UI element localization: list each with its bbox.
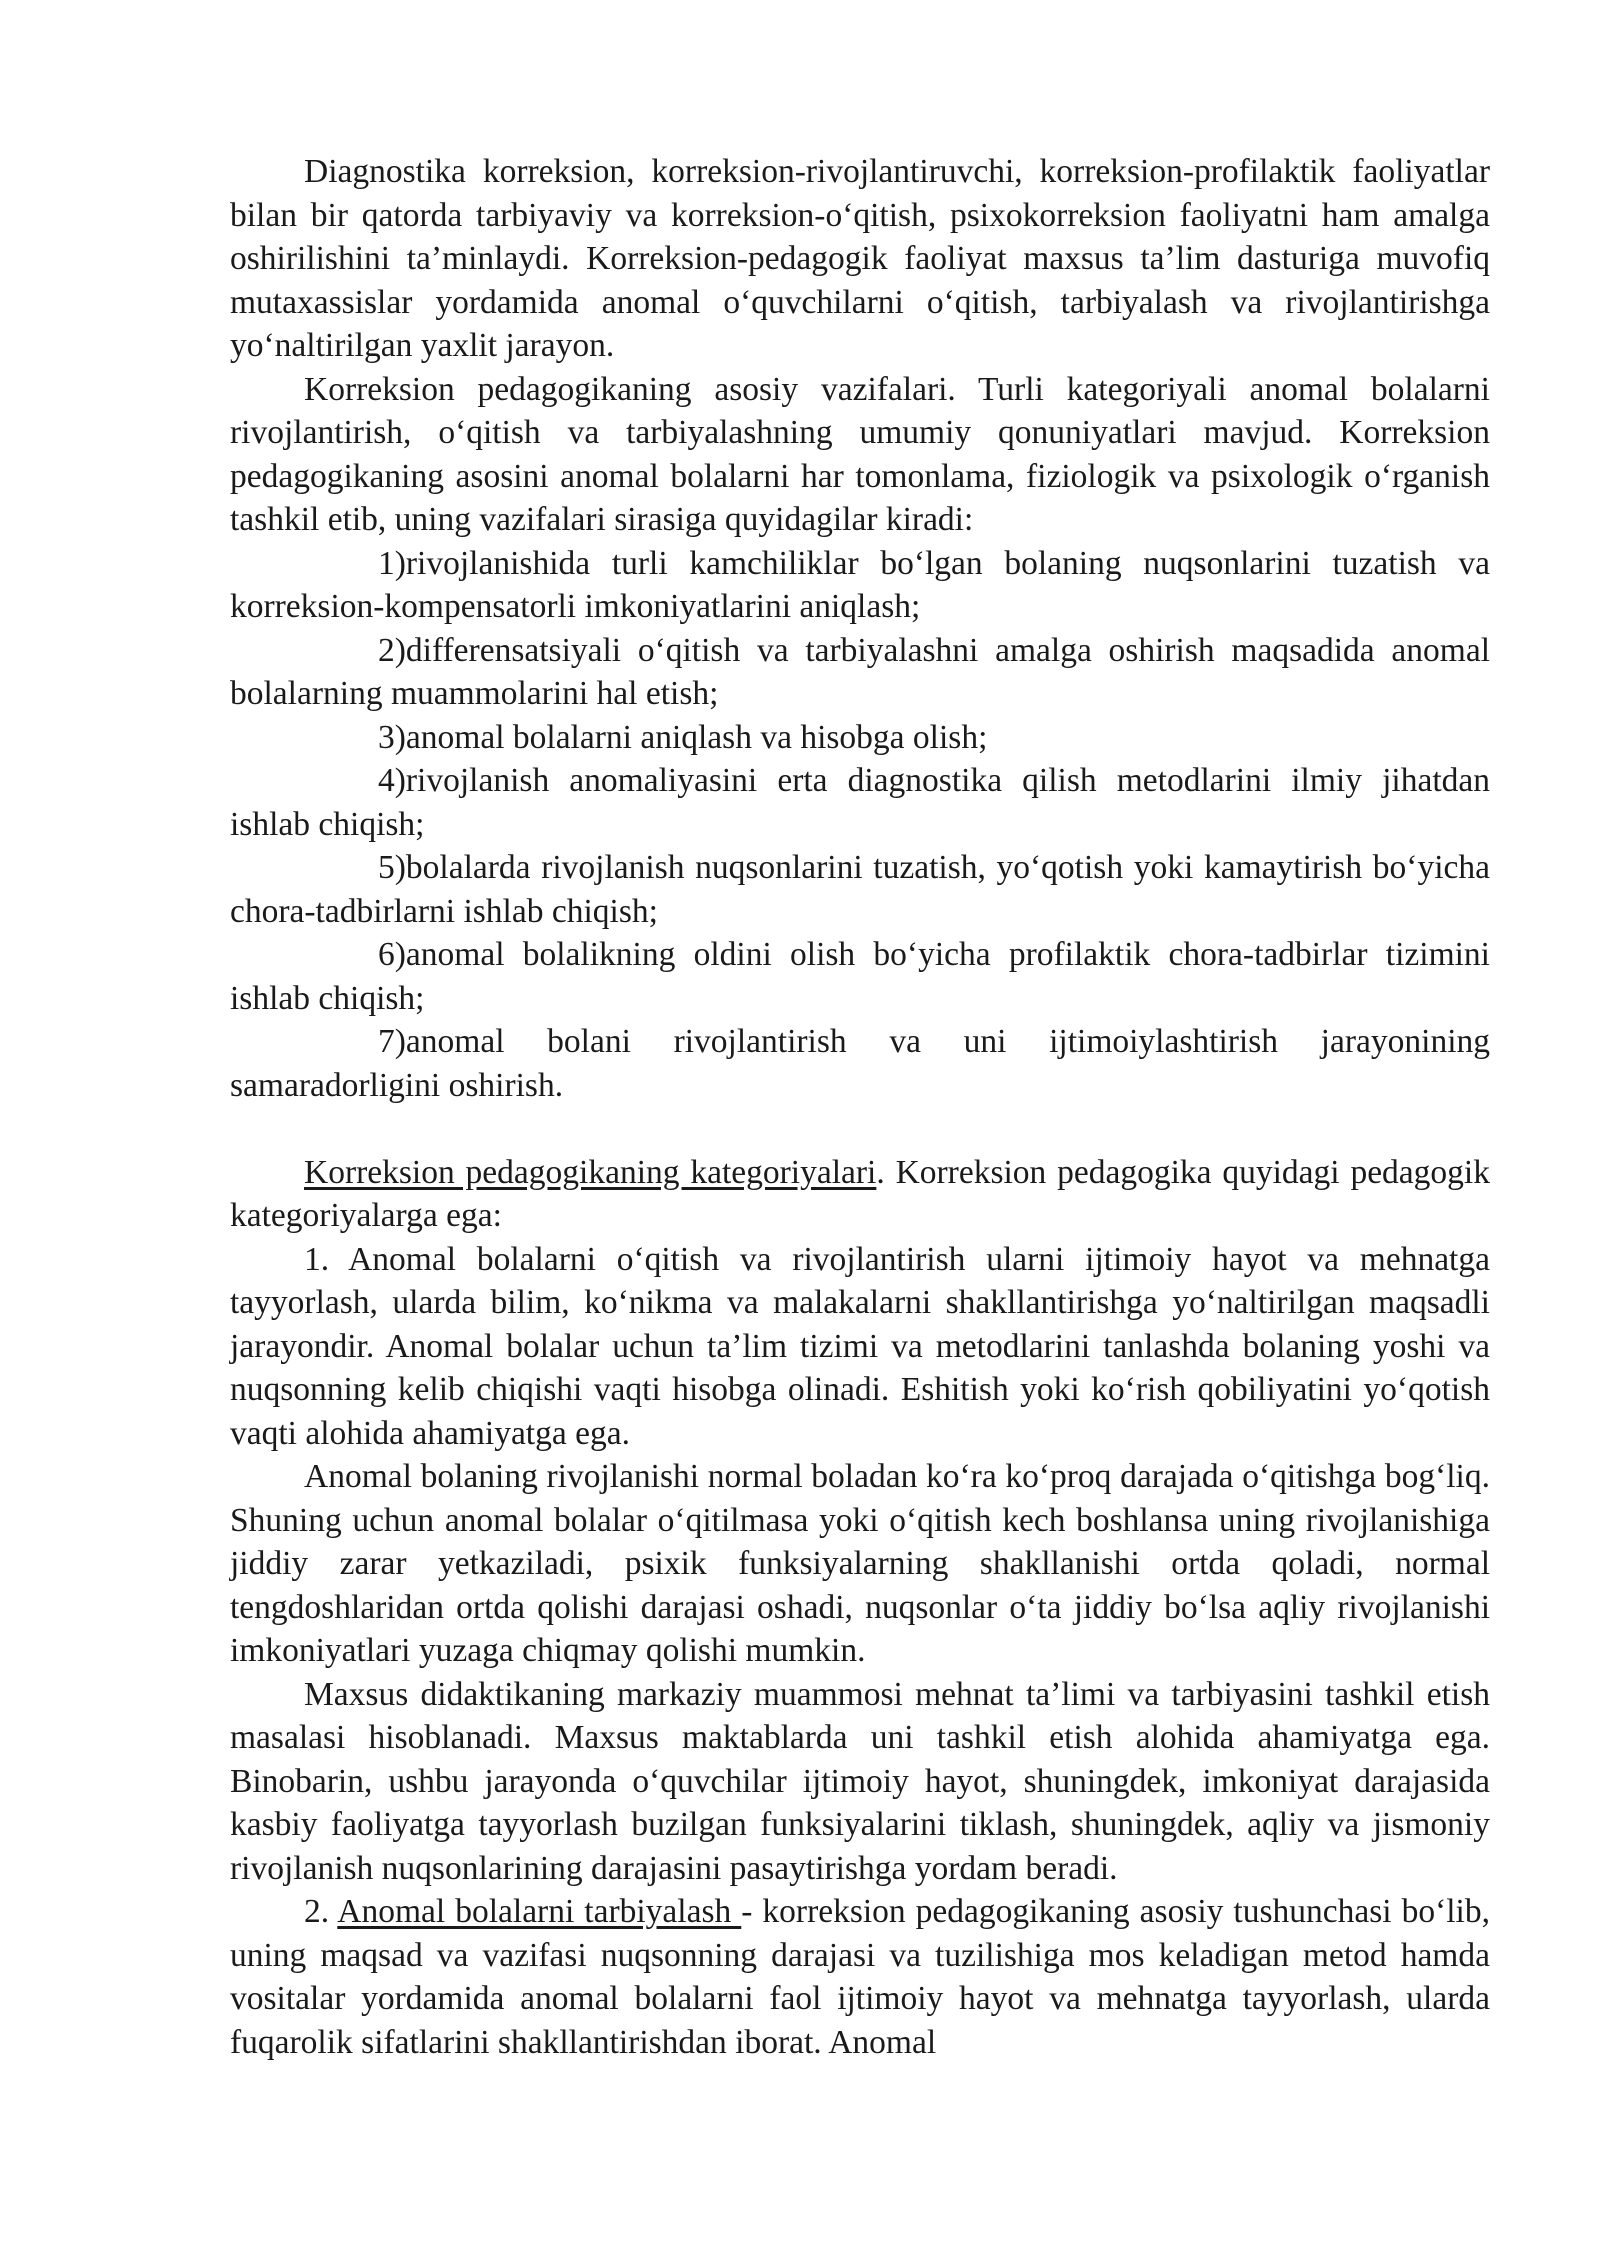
categories-intro-text: . Korreksion pedagogika quyidagi pedagogik kategoriyalarga ega: bbox=[230, 1153, 1490, 1234]
category-paragraph: Anomal bolaning rivojlanishi normal boladan ko‘ra ko‘proq darajada o‘qitishga bog‘liq. Shuning uchun anomal bolalar o‘qitilmasa yoki o‘qitish kech boshlansa uning rivojlanishiga jiddiy zarar yetkaziladi, psixik funksiyalarning shakllanishi ortda qoladi, normal tengdoshlaridan ortda qolishi darajasi oshadi, nuqsonlar o‘ta jiddiy bo‘lsa aqliy rivojlanishi imkoniyatlari yuzaga chiqmay qolishi mumkin. bbox=[230, 1458, 1490, 1669]
intro-paragraph: Diagnostika korreksion, korreksion-rivojlantiruvchi, korreksion-profilaktik faoliyatlar bilan bir qatorda tarbiyaviy va korreksion-o‘qitish, psixokorreksion faoliyatni ham amalga oshirilishini ta’minlaydi. Korreksion-pedagogik faoliyat maxsus ta’lim dasturiga muvofiq mutaxassislar yordamida anomal o‘quvchilarni o‘qitish, tarbiyalash va rivojlantirishga yo‘naltirilgan yaxlit jarayon. bbox=[230, 153, 1490, 364]
list-item-text: anomal bolani rivojlantirish va uni ijtimoiylashtirish jarayonining samaradorligini oshirish. bbox=[230, 1023, 1490, 1104]
tasks-list bbox=[230, 542, 1490, 1108]
list-item bbox=[230, 542, 1490, 629]
list-item-text: rivojlanish anomaliyasini erta diagnostika qilish metodlarini ilmiy jihatdan ishlab chiqish; bbox=[230, 762, 1490, 843]
category-term: Anomal bolalarni tarbiyalash bbox=[337, 1893, 742, 1930]
list-number: 7) bbox=[378, 1023, 406, 1060]
list-number: 3) bbox=[378, 718, 406, 756]
list-item bbox=[230, 933, 1490, 1020]
category-paragraph bbox=[230, 1890, 1490, 2064]
category-number: 2. bbox=[304, 1893, 338, 1930]
list-item-text: rivojlanishida turli kamchiliklar bo‘lgan bolaning nuqsonlarini tuzatish va korreksion-kompensatorli imkoniyatlarini aniqlash; bbox=[230, 544, 1490, 625]
document-page bbox=[230, 150, 1490, 2064]
list-item bbox=[230, 629, 1490, 716]
blank-line bbox=[230, 1107, 1490, 1151]
list-item bbox=[230, 716, 1490, 760]
list-item bbox=[230, 1020, 1490, 1107]
list-item-text: differensatsiyali o‘qitish va tarbiyalashni amalga oshirish maqsadida anomal bolalarning muammolarini hal etish; bbox=[230, 631, 1490, 712]
category-paragraph: 1. Anomal bolalarni o‘qitish va rivojlantirish ularni ijtimoiy hayot va mehnatga tayyorlash, ularda bilim, ko‘nikma va malakalarni shakllantirishga yo‘naltirilgan maqsadli jarayondir. Anomal bolalar uchun ta’lim tizimi va metodlarini tanlashda bolaning yoshi va nuqsonning kelib chiqishi vaqti hisobga olinadi. Eshitish yoki ko‘rish qobiliyatini yo‘qotish vaqti alohida ahamiyatga ega. bbox=[230, 1240, 1490, 1452]
list-item-text: bolalarda rivojlanish nuqsonlarini tuzatish, yo‘qotish yoki kamaytirish bo‘yicha chora-tadbirlarni ishlab chiqish; bbox=[230, 849, 1490, 930]
list-number: 2) bbox=[378, 631, 406, 669]
list-item-text: anomal bolalikning oldini olish bo‘yicha profilaktik chora-tadbirlar tizimini ishlab chiqish; bbox=[230, 936, 1490, 1017]
list-item bbox=[230, 846, 1490, 933]
category-paragraph: Maxsus didaktikaning markaziy muammosi mehnat ta’limi va tarbiyasini tashkil etish masalasi hisoblanadi. Maxsus maktablarda uni tashkil etish alohida ahamiyatga ega. Binobarin, ushbu jarayonda o‘quvchilar ijtimoiy hayot, shuningdek, imkoniyat darajasida kasbiy faoliyatga tayyorlash buzilgan funksiyalarini tiklash, shuningdek, aqliy va jismoniy rivojlanish nuqsonlarining darajasini pasaytirishga yordam beradi. bbox=[230, 1675, 1490, 1887]
category-text: - korreksion pedagogikaning asosiy tushunchasi bo‘lib, uning maqsad va vazifasi nuqsonning darajasi va tuzilishiga mos keladigan metod hamda vositalar yordamida anomal bolalarni faol ijtimoiy hayot va mehnatga tayyorlash, ularda fuqarolik sifatlarini shakllantirishdan iborat. Anomal bbox=[230, 1893, 1490, 2061]
list-number: 4) bbox=[378, 762, 406, 799]
list-number: 1) bbox=[378, 544, 406, 582]
list-number: 5) bbox=[378, 849, 406, 886]
list-item bbox=[230, 759, 1490, 846]
tasks-intro-paragraph: Korreksion pedagogikaning asosiy vazifalari. Turli kategoriyali anomal bolalarni rivojlantirish, o‘qitish va tarbiyalashning umumiy qonuniyatlari mavjud. Korreksion pedagogikaning asosini anomal bolalarni har tomonlama, fiziologik va psixologik o‘rganish tashkil etib, uning vazifalari sirasiga quyidagilar kiradi: bbox=[230, 370, 1490, 538]
list-number: 6) bbox=[378, 936, 406, 973]
list-item-text: anomal bolalarni aniqlash va hisobga olish; bbox=[405, 718, 988, 756]
categories-intro-paragraph bbox=[230, 1151, 1490, 1238]
section-heading: Korreksion pedagogikaning kategoriyalari bbox=[304, 1153, 877, 1191]
